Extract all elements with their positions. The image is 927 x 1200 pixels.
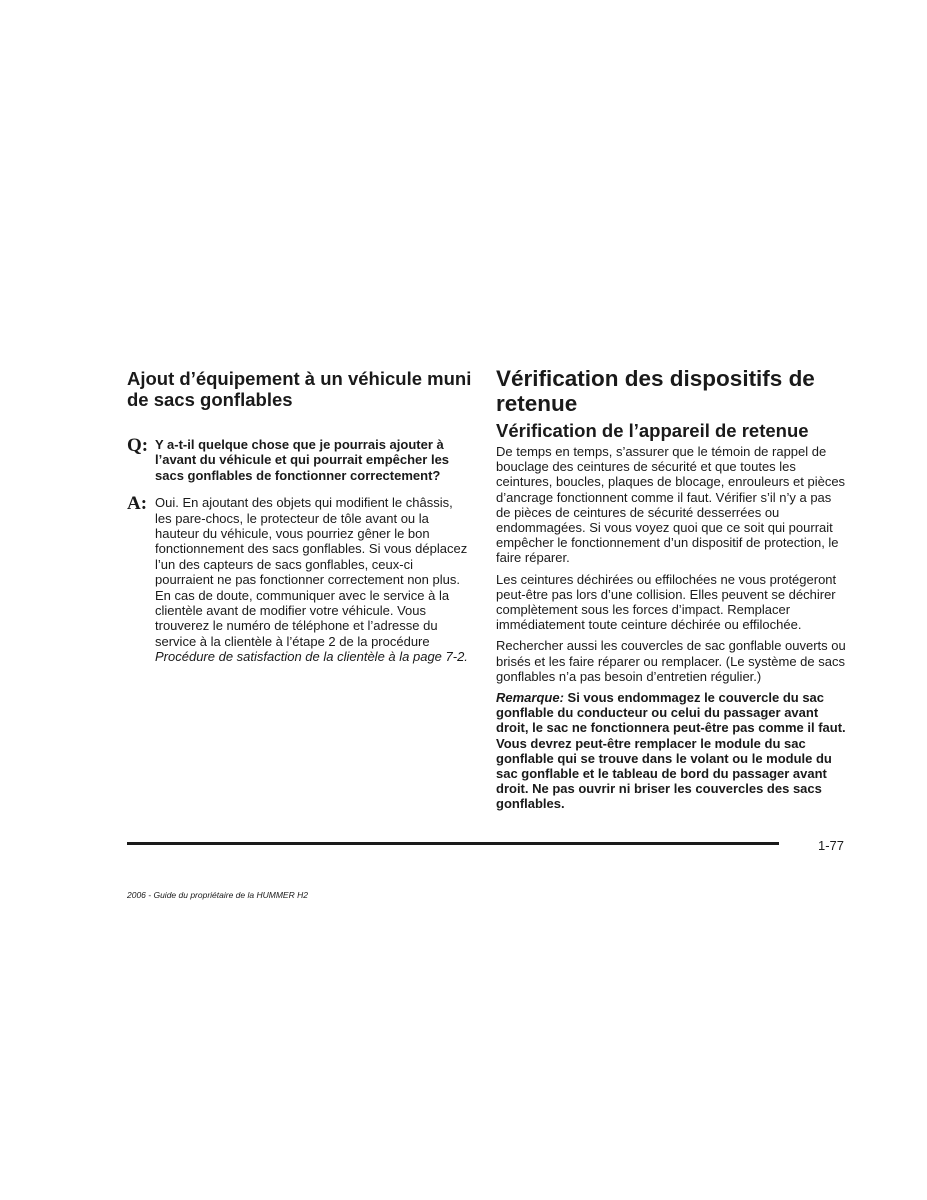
answer-body: [155, 495, 472, 664]
question-label: Q:: [127, 435, 149, 456]
page-number: 1-77: [817, 838, 844, 853]
answer-text: Oui. En ajoutant des objets qui modifient le châssis, les pare-chocs, le protecteur de tôle avant ou la hauteur du véhicule, vous pourriez gêner le bon fonctionnement des sacs gonflables. Si vous déplacez l’un des capteurs de sacs gonflables, ceux-ci pourraient ne pas fonctionner correctement non plus. En cas de doute, communiquer avec le service à la clientèle avant de modifier votre véhicule. Vous trouverez le numéro de téléphone et l’adresse du service à la clientèle à l’étape 2 de la procédure: [155, 495, 468, 649]
left-column: [127, 368, 472, 665]
answer-reference: Procédure de satisfaction de la clientèle à la page 7-2.: [155, 649, 468, 665]
page-footer: 2006 - Guide du propriétaire de la HUMMER H2: [127, 890, 308, 900]
answer-label: A:: [127, 493, 148, 515]
question-block: [127, 437, 472, 483]
notice-block: [496, 690, 846, 812]
notice-label: Remarque:: [496, 690, 564, 706]
notice-text: Si vous endommagez le couvercle du sac gonflable du conducteur ou celui du passager avant droit, le sac ne fonctionnera peut-être pas comme il faut. Vous devrez peut-être remplacer le module du sac gonflable qui se trouve dans le volant ou le module du sac gonflable et le tableau de bord du passager avant droit. Ne pas ouvrir ni briser les couvercles des sacs gonflables.: [496, 690, 846, 812]
paragraph-torn-belts: Les ceintures déchirées ou effilochées ne vous protégeront peut-être pas lors d’une collision. Elles peuvent se déchirer complètement sous les forces d’impact. Remplacer immédiatement toute ceinture déchirée ou effilochée.: [496, 571, 837, 633]
question-text: Y a-t-il quelque chose que je pourrais ajouter à l’avant du véhicule et qui pourrait empêcher les sacs gonflables de fonctionner correctement?: [155, 437, 450, 483]
paragraph-belt-inspection: De temps en temps, s’assurer que le témoin de rappel de bouclage des ceintures de sécurité et que toutes les ceintures, boucles, plaques de blocage, enrouleurs et pièces d’ancrage fonctionnent comme il faut. Vérifier s’il n’y a pas de pièces de ceintures de sécurité desserrées ou endommagées. Si vous voyez quoi que ce soit qui pourrait empêcher le fonctionnement d’un dispositif de protection, le faire réparer.: [496, 444, 846, 566]
right-column: [496, 366, 846, 812]
restraint-check-sub-heading: Vérification de l’appareil de retenue: [496, 420, 809, 441]
restraint-check-main-heading: Vérification des dispositifs de retenue: [496, 366, 815, 416]
answer-block: [127, 495, 472, 664]
paragraph-airbag-covers: Rechercher aussi les couvercles de sac gonflable ouverts ou brisés et les faire réparer ou remplacer. (Le système de sacs gonflables n’a pas besoin d’entretien régulier.): [496, 638, 846, 684]
page-divider: [127, 842, 779, 845]
airbag-equipment-heading: Ajout d’équipement à un véhicule muni de sacs gonflables: [127, 368, 472, 410]
